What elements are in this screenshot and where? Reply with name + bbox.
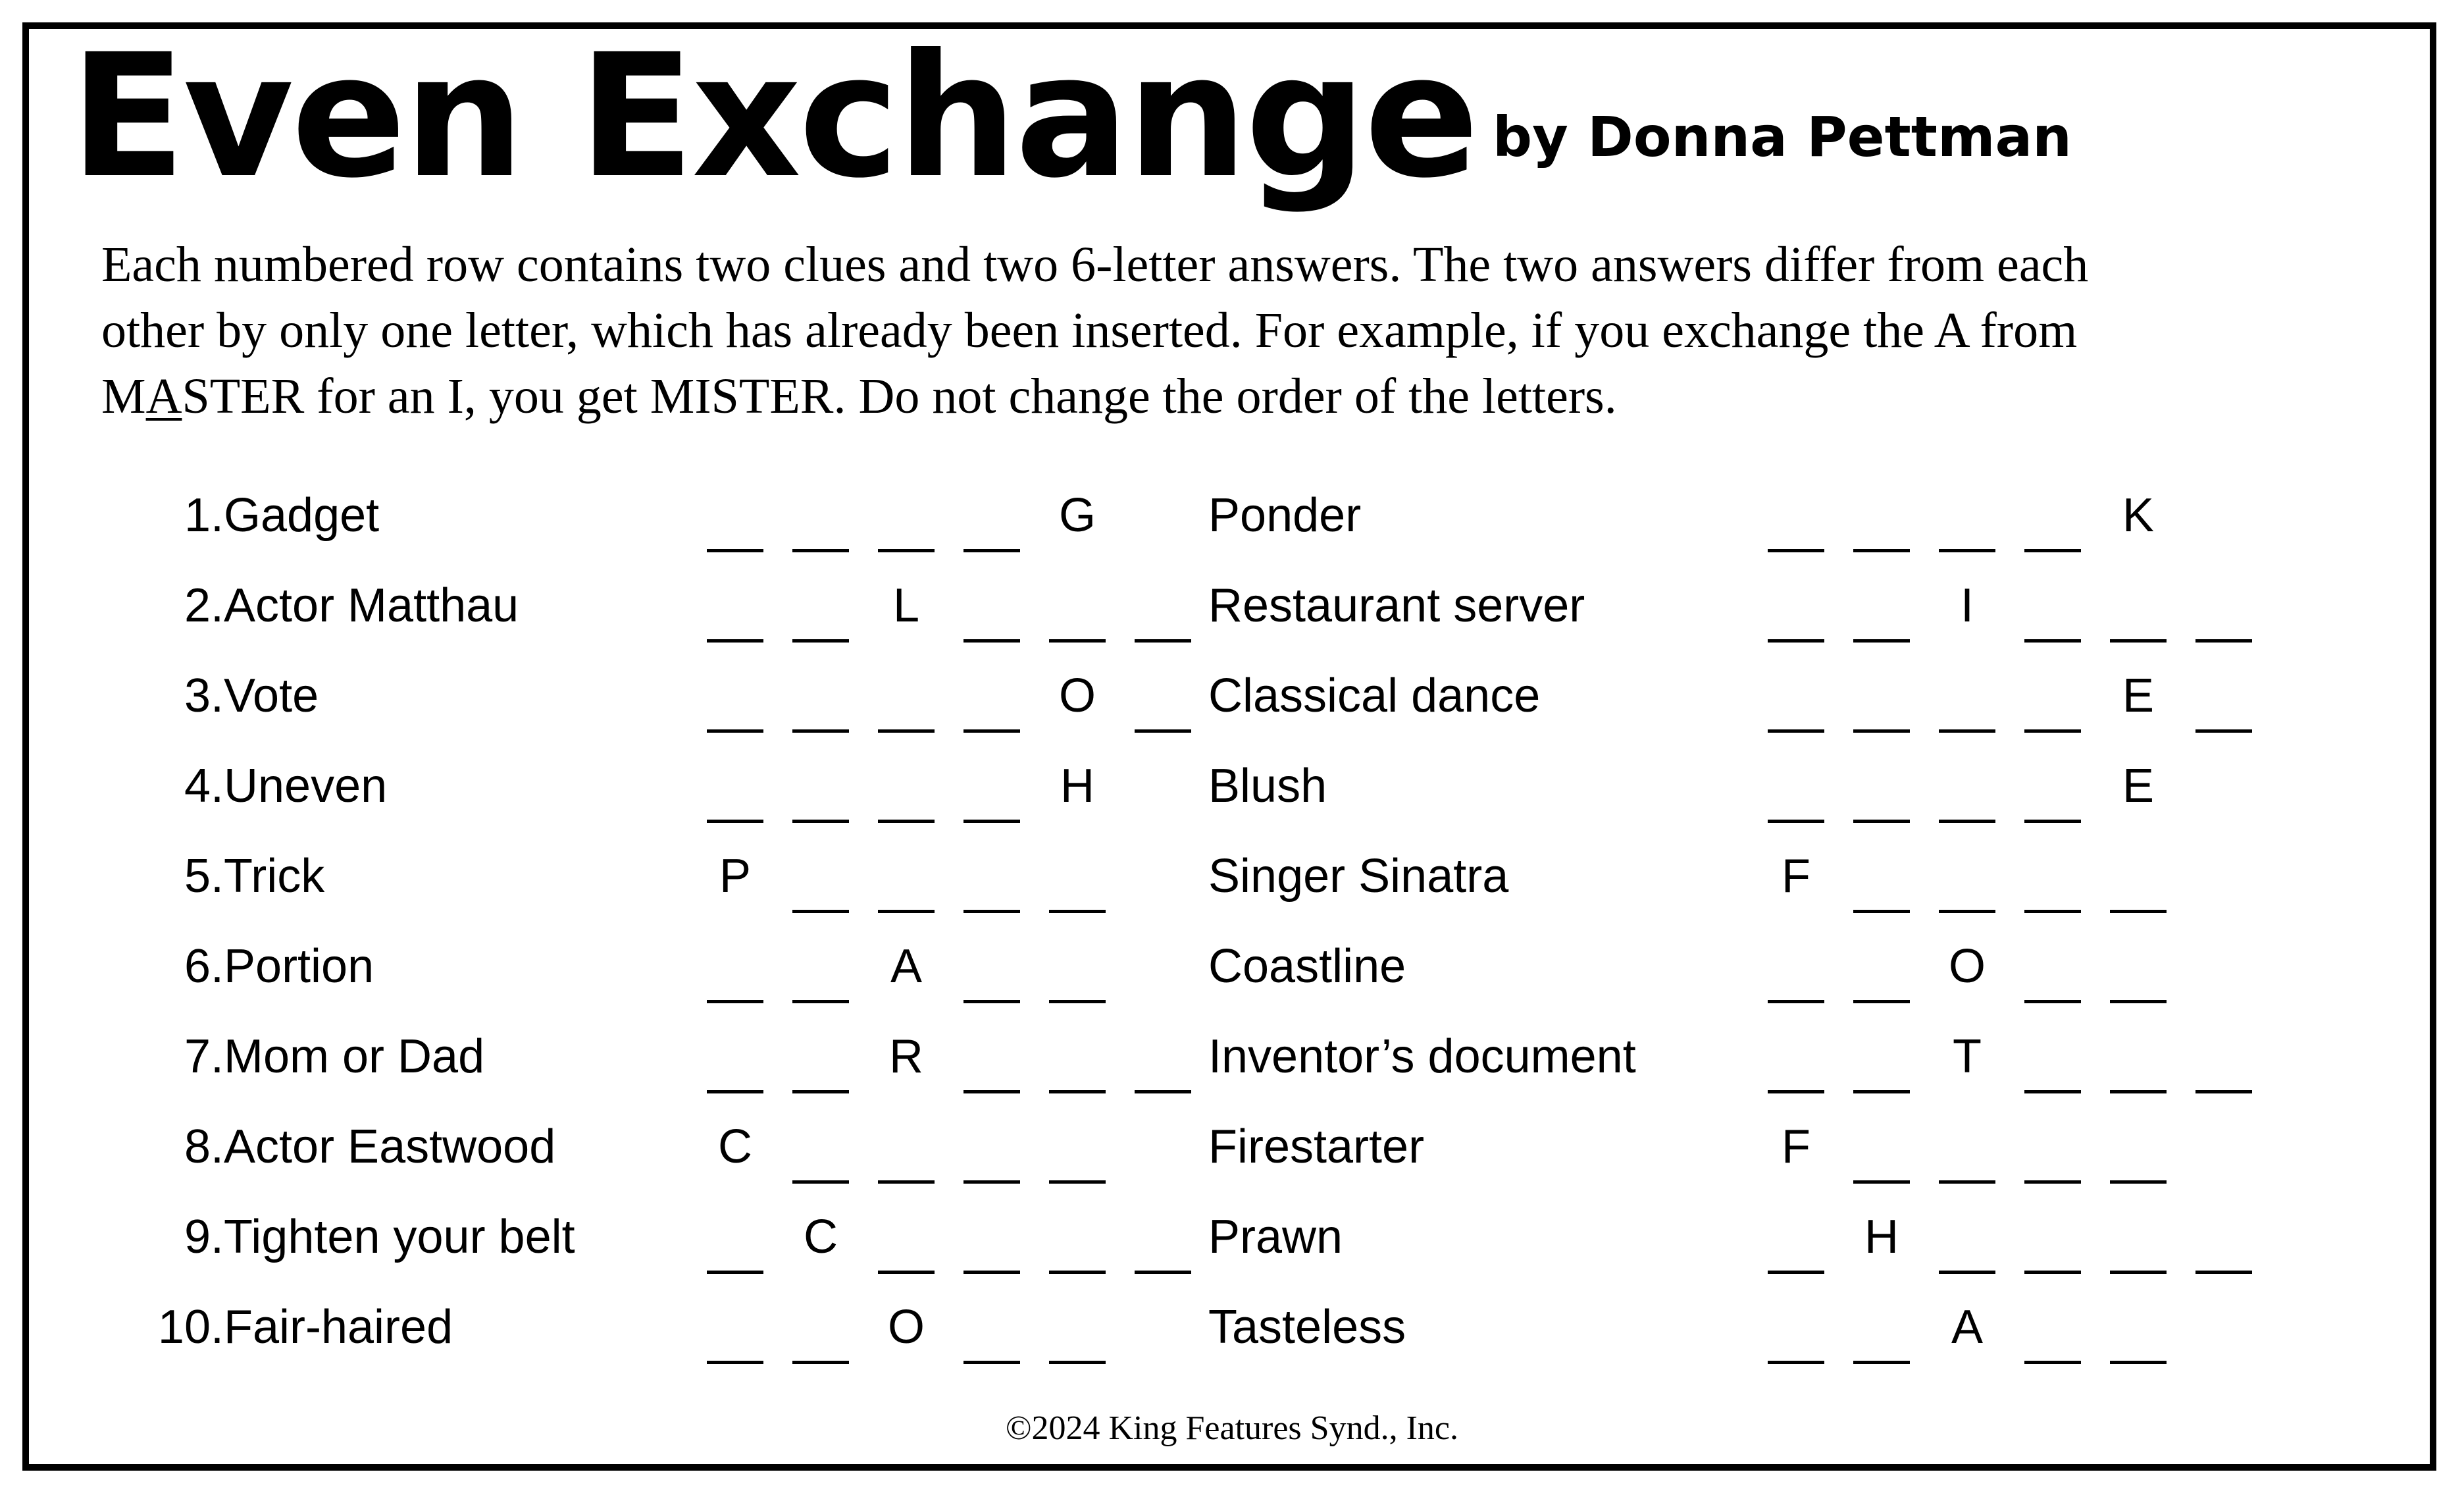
clue-number: 4. <box>184 760 224 812</box>
answer-blank[interactable] <box>1853 849 1910 915</box>
given-letter-text: F <box>1782 850 1810 903</box>
first-clue: Gadget <box>224 489 380 542</box>
answer-blank[interactable] <box>1939 1210 1995 1276</box>
given-letter-text: A <box>890 940 923 993</box>
given-letter-text: H <box>1060 760 1094 812</box>
given-letter <box>878 939 935 1005</box>
answer-blank[interactable] <box>2110 1030 2167 1095</box>
given-letter-text: O <box>887 1301 925 1353</box>
answer-blank[interactable] <box>1853 759 1910 825</box>
second-clue: Blush <box>1208 760 1327 812</box>
answer-blank[interactable] <box>1768 488 1824 554</box>
given-letter-text: C <box>718 1120 752 1173</box>
answer-blank[interactable] <box>1853 488 1910 554</box>
answer-blank[interactable] <box>2024 1210 2081 1276</box>
second-clue: Restaurant server <box>1208 579 1585 632</box>
answer-blank[interactable] <box>2024 759 2081 825</box>
clue-number: 2. <box>184 579 224 632</box>
answer-blank[interactable] <box>963 1030 1020 1095</box>
given-letter-text: C <box>804 1211 838 1263</box>
answer-blank[interactable] <box>2110 939 2167 1005</box>
clue-number: 5. <box>184 850 224 903</box>
answer-blank[interactable] <box>1768 669 1824 735</box>
instructions-text: M <box>101 369 146 424</box>
clue-number: 8. <box>184 1120 224 1173</box>
answer-blank[interactable] <box>1853 1120 1910 1186</box>
given-letter <box>1049 669 1106 735</box>
answer-blank[interactable] <box>1049 939 1106 1005</box>
copyright: ©2024 King Features Synd., Inc. <box>1006 1409 1458 1447</box>
clue-number: 9. <box>184 1211 224 1263</box>
answer-blank[interactable] <box>792 579 849 644</box>
answer-blank[interactable] <box>792 1120 849 1186</box>
answer-blank[interactable] <box>1049 579 1106 644</box>
given-letter-text: E <box>2122 670 2155 722</box>
second-clue: Tasteless <box>1208 1301 1406 1353</box>
second-clue: Coastline <box>1208 940 1406 993</box>
answer-blank[interactable] <box>2195 579 2252 644</box>
first-clue: Mom or Dad <box>224 1030 485 1083</box>
answer-blank[interactable] <box>2024 1300 2081 1366</box>
answer-blank[interactable] <box>2024 1030 2081 1095</box>
answer-blank[interactable] <box>2195 669 2252 735</box>
given-letter-text: L <box>892 579 920 632</box>
given-letter-text: A <box>1951 1301 1984 1353</box>
answer-blank[interactable] <box>792 1300 849 1366</box>
answer-blank[interactable] <box>1768 759 1824 825</box>
answer-blank[interactable] <box>1049 1120 1106 1186</box>
given-letter <box>2110 669 2167 735</box>
first-clue: Tighten your belt <box>224 1211 575 1263</box>
answer-blank[interactable] <box>2110 849 2167 915</box>
answer-blank[interactable] <box>878 1210 935 1276</box>
first-clue: Trick <box>224 850 325 903</box>
answer-blank[interactable] <box>1135 1210 1191 1276</box>
instructions-text: STER for an I, you get MISTER. Do not change the order of the letters. <box>182 369 1617 424</box>
answer-blank[interactable] <box>1135 1030 1191 1095</box>
answer-blank[interactable] <box>1939 1120 1995 1186</box>
answer-blank[interactable] <box>1135 579 1191 644</box>
answer-blank[interactable] <box>2110 1210 2167 1276</box>
given-letter-text: O <box>1948 940 1986 993</box>
answer-blank[interactable] <box>878 669 935 735</box>
answer-blank[interactable] <box>963 939 1020 1005</box>
answer-blank[interactable] <box>878 759 935 825</box>
clue-row <box>0 669 2464 741</box>
given-letter <box>792 1210 849 1276</box>
answer-blank[interactable] <box>2110 1120 2167 1186</box>
clue-row <box>0 1210 2464 1282</box>
answer-blank[interactable] <box>1853 669 1910 735</box>
given-letter <box>2110 488 2167 554</box>
given-letter-text: F <box>1782 1120 1810 1173</box>
given-letter-text: G <box>1058 489 1096 542</box>
answer-blank[interactable] <box>1768 939 1824 1005</box>
clue-number: 1. <box>184 489 224 542</box>
answer-blank[interactable] <box>792 669 849 735</box>
answer-blank[interactable] <box>1939 759 1995 825</box>
second-clue: Prawn <box>1208 1211 1343 1263</box>
clue-row <box>0 488 2464 561</box>
given-letter-text: R <box>889 1030 923 1083</box>
answer-blank[interactable] <box>2024 849 2081 915</box>
answer-blank[interactable] <box>963 1120 1020 1186</box>
answer-blank[interactable] <box>1939 488 1995 554</box>
second-clue: Firestarter <box>1208 1120 1425 1173</box>
given-letter <box>878 1030 935 1095</box>
first-clue: Fair-haired <box>224 1301 453 1353</box>
given-letter <box>707 1120 763 1186</box>
instructions <box>101 232 2359 429</box>
given-letter <box>1768 1120 1824 1186</box>
given-letter <box>1939 939 1995 1005</box>
answer-blank[interactable] <box>1135 669 1191 735</box>
second-clue: Singer Sinatra <box>1208 850 1509 903</box>
answer-blank[interactable] <box>707 579 763 644</box>
answer-blank[interactable] <box>878 488 935 554</box>
answer-blank[interactable] <box>1768 1210 1824 1276</box>
answer-blank[interactable] <box>2110 579 2167 644</box>
answer-blank[interactable] <box>2195 1030 2252 1095</box>
answer-blank[interactable] <box>1853 579 1910 644</box>
clue-number: 6. <box>184 940 224 993</box>
answer-blank[interactable] <box>1768 1300 1824 1366</box>
given-letter-text: T <box>1953 1030 1982 1083</box>
answer-blank[interactable] <box>1049 1300 1106 1366</box>
answer-blank[interactable] <box>792 939 849 1005</box>
given-letter <box>1049 759 1106 825</box>
answer-blank[interactable] <box>707 759 763 825</box>
instructions-line <box>101 363 2359 429</box>
clue-row <box>0 579 2464 651</box>
answer-blank[interactable] <box>963 849 1020 915</box>
answer-blank[interactable] <box>792 849 849 915</box>
answer-blank[interactable] <box>707 1030 763 1095</box>
given-letter <box>1049 488 1106 554</box>
answer-blank[interactable] <box>878 849 935 915</box>
answer-blank[interactable] <box>963 669 1020 735</box>
given-letter-text: I <box>1960 579 1974 632</box>
first-clue: Uneven <box>224 760 388 812</box>
given-letter <box>1768 849 1824 915</box>
answer-blank[interactable] <box>2024 669 2081 735</box>
given-letter <box>707 849 763 915</box>
answer-blank[interactable] <box>707 488 763 554</box>
answer-blank[interactable] <box>792 1030 849 1095</box>
given-letter-text: O <box>1058 670 1096 722</box>
clue-row <box>0 939 2464 1012</box>
given-letter-text: H <box>1864 1211 1899 1263</box>
answer-blank[interactable] <box>1853 1300 1910 1366</box>
second-clue: Inventor’s document <box>1208 1030 1636 1083</box>
answer-blank[interactable] <box>1853 939 1910 1005</box>
answer-blank[interactable] <box>2024 1120 2081 1186</box>
clue-row <box>0 1300 2464 1373</box>
answer-blank[interactable] <box>963 1300 1020 1366</box>
answer-blank[interactable] <box>707 1210 763 1276</box>
clue-number: 7. <box>184 1030 224 1083</box>
given-letter-text: E <box>2122 760 2155 812</box>
second-clue: Ponder <box>1208 489 1362 542</box>
given-letter <box>1939 1030 1995 1095</box>
answer-blank[interactable] <box>963 759 1020 825</box>
answer-blank[interactable] <box>792 759 849 825</box>
answer-blank[interactable] <box>2024 939 2081 1005</box>
answer-blank[interactable] <box>1049 849 1106 915</box>
given-letter <box>2110 759 2167 825</box>
answer-blank[interactable] <box>1049 1210 1106 1276</box>
clue-row <box>0 1120 2464 1192</box>
puzzle-title: Even Exchange <box>70 18 1477 215</box>
answer-blank[interactable] <box>707 669 763 735</box>
second-clue: Classical dance <box>1208 670 1541 722</box>
given-letter <box>1939 1300 1995 1366</box>
answer-blank[interactable] <box>963 579 1020 644</box>
answer-blank[interactable] <box>1939 669 1995 735</box>
example-exchanged-letter: A <box>145 369 182 424</box>
first-clue: Portion <box>224 940 374 993</box>
instructions-line: Each numbered row contains two clues and two 6-letter answers. The two answers differ from each <box>101 237 2089 292</box>
clue-number: 10. <box>157 1301 224 1353</box>
given-letter-text: P <box>719 850 752 903</box>
given-letter <box>878 579 935 644</box>
clue-row <box>0 1030 2464 1102</box>
clue-row <box>0 759 2464 831</box>
answer-blank[interactable] <box>2024 488 2081 554</box>
given-letter-text: K <box>2122 489 2155 542</box>
clue-number: 3. <box>184 670 224 722</box>
instructions-line: other by only one letter, which has already been inserted. For example, if you exchange the A from <box>101 303 2078 358</box>
answer-blank[interactable] <box>792 488 849 554</box>
answer-blank[interactable] <box>1768 1030 1824 1095</box>
given-letter <box>1853 1210 1910 1276</box>
answer-blank[interactable] <box>707 939 763 1005</box>
answer-blank[interactable] <box>963 488 1020 554</box>
first-clue: Vote <box>224 670 319 722</box>
answer-blank[interactable] <box>1939 849 1995 915</box>
answer-blank[interactable] <box>2024 579 2081 644</box>
puzzle-byline: by Donna Pettman <box>1493 105 2072 169</box>
answer-blank[interactable] <box>707 1300 763 1366</box>
answer-blank[interactable] <box>2110 1300 2167 1366</box>
answer-blank[interactable] <box>1853 1030 1910 1095</box>
answer-blank[interactable] <box>878 1120 935 1186</box>
answer-blank[interactable] <box>1049 1030 1106 1095</box>
answer-blank[interactable] <box>963 1210 1020 1276</box>
first-clue: Actor Matthau <box>224 579 519 632</box>
answer-blank[interactable] <box>1768 579 1824 644</box>
first-clue: Actor Eastwood <box>224 1120 556 1173</box>
answer-blank[interactable] <box>2195 1210 2252 1276</box>
clue-row <box>0 849 2464 922</box>
given-letter <box>1939 579 1995 644</box>
given-letter <box>878 1300 935 1366</box>
